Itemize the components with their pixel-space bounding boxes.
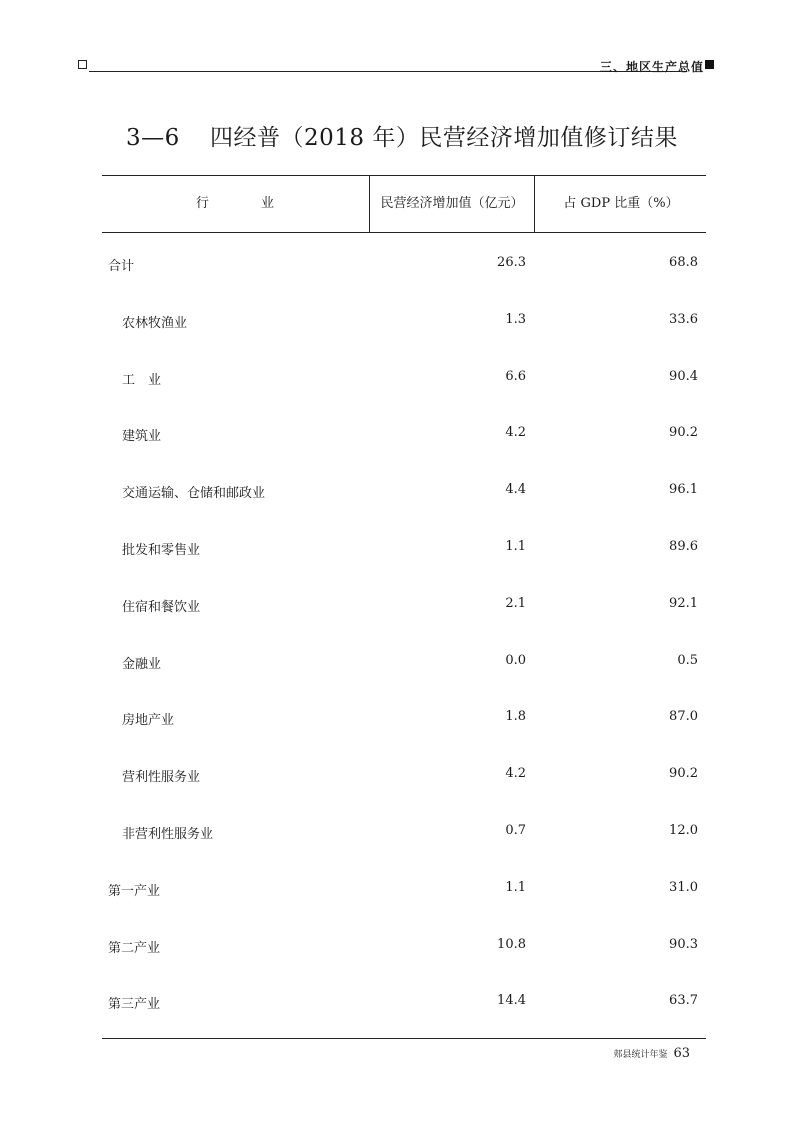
row-share: 33.6	[669, 311, 698, 327]
table-row	[102, 971, 706, 1028]
table-row	[102, 858, 706, 915]
row-industry: 第三产业	[108, 997, 161, 1013]
row-value: 1.8	[505, 709, 526, 725]
row-value: 0.0	[505, 652, 526, 668]
open-square-icon	[78, 60, 87, 69]
row-share: 63.7	[669, 993, 698, 1009]
row-industry: 房地产业	[122, 713, 175, 729]
row-share: 0.5	[677, 652, 698, 668]
running-header	[78, 58, 714, 74]
page-footer	[613, 1046, 690, 1061]
table-row	[102, 233, 706, 290]
row-industry: 合计	[108, 259, 135, 274]
row-industry: 工 业	[122, 372, 162, 388]
row-share: 87.0	[669, 709, 698, 725]
filled-square-icon	[705, 60, 714, 69]
data-table	[102, 175, 706, 1039]
row-share: 90.2	[669, 766, 698, 782]
row-industry: 第一产业	[108, 883, 161, 899]
table-title	[126, 119, 678, 152]
table-header	[102, 175, 706, 233]
row-industry: 建筑业	[122, 429, 162, 445]
row-share: 89.6	[669, 538, 698, 554]
table-row	[102, 744, 706, 801]
row-share: 31.0	[669, 879, 698, 895]
row-industry: 住宿和餐饮业	[122, 599, 201, 615]
row-value: 1.3	[505, 311, 526, 327]
table-row	[102, 517, 706, 574]
row-share: 90.2	[669, 425, 698, 441]
table-title-text: 四经普（2018 年）民营经济增加值修订结果	[210, 125, 678, 151]
row-value: 1.1	[505, 879, 526, 895]
table-row	[102, 403, 706, 460]
table-row	[102, 347, 706, 404]
row-value: 4.2	[505, 425, 526, 441]
row-value: 14.4	[497, 993, 526, 1009]
row-value: 10.8	[497, 936, 526, 952]
row-value: 4.2	[505, 766, 526, 782]
table-row	[102, 460, 706, 517]
row-value: 0.7	[505, 822, 526, 838]
row-industry: 金融业	[122, 656, 162, 672]
row-value: 6.6	[505, 368, 526, 384]
row-industry: 交通运输、仓储和邮政业	[122, 486, 266, 502]
row-share: 68.8	[669, 255, 698, 270]
row-share: 12.0	[669, 822, 698, 838]
row-industry: 农林牧渔业	[122, 315, 188, 331]
row-value: 26.3	[497, 255, 526, 270]
table-row	[102, 631, 706, 688]
column-header-value: 民营经济增加值（亿元）	[369, 176, 534, 232]
column-header-share: 占 GDP 比重（%）	[534, 176, 707, 232]
publication-name: 郏县统计年鉴	[613, 1050, 668, 1060]
table-row	[102, 290, 706, 347]
row-value: 4.4	[505, 482, 526, 498]
table-row	[102, 915, 706, 972]
table-row	[102, 687, 706, 744]
row-industry: 第二产业	[108, 940, 161, 956]
row-share: 92.1	[669, 595, 698, 611]
row-share: 90.4	[669, 368, 698, 384]
row-value: 2.1	[505, 595, 526, 611]
table-number: 3—6	[126, 125, 180, 151]
row-share: 96.1	[669, 482, 698, 498]
row-value: 1.1	[505, 538, 526, 554]
table-row	[102, 574, 706, 631]
row-share: 90.3	[669, 936, 698, 952]
row-industry: 批发和零售业	[122, 542, 201, 558]
table-row	[102, 801, 706, 858]
row-industry: 营利性服务业	[122, 770, 201, 786]
row-industry: 非营利性服务业	[122, 826, 214, 842]
section-label: 三、地区生产总值	[599, 60, 704, 74]
table-body	[102, 233, 706, 1039]
column-header-industry: 行 业	[195, 196, 299, 211]
page-number: 63	[673, 1046, 690, 1061]
header-rule	[89, 71, 681, 72]
